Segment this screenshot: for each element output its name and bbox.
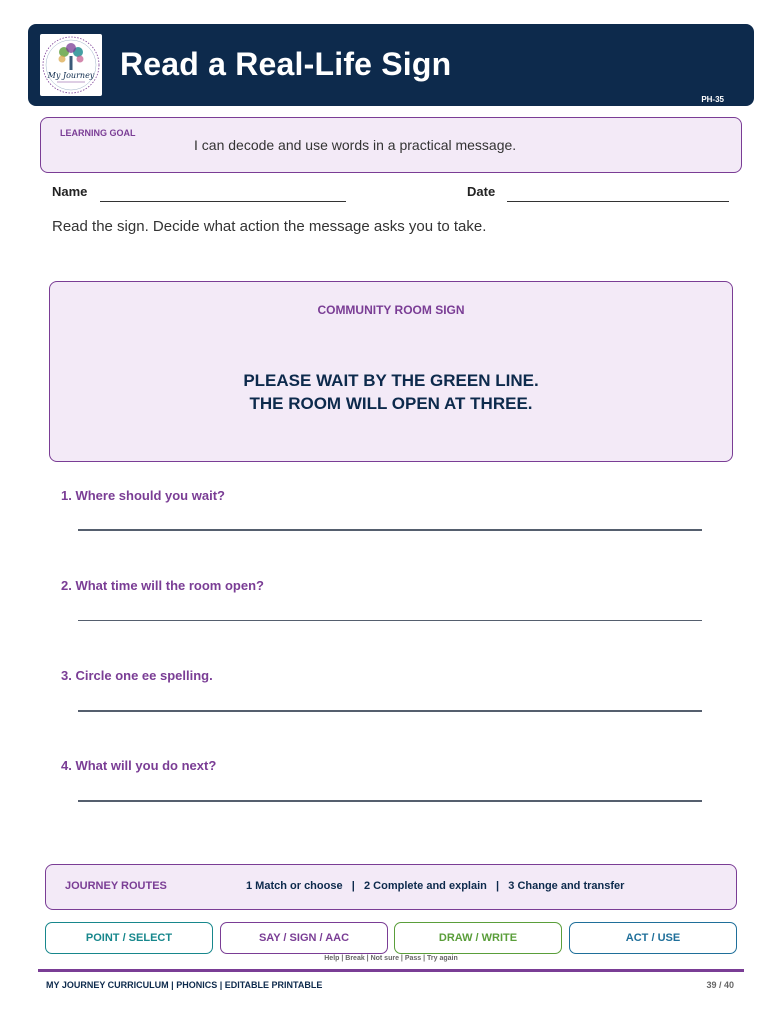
learning-goal-text: I can decode and use words in a practical message.	[194, 137, 517, 153]
svg-text:My Journey: My Journey	[47, 71, 95, 80]
question-3: 3. Circle one ee spelling.	[61, 668, 213, 683]
journey-routes-label: JOURNEY ROUTES	[65, 880, 167, 892]
help-options-text: Help | Break | Not sure | Pass | Try again	[324, 955, 458, 962]
sign-message-line-2: THE ROOM WILL OPEN AT THREE.	[249, 394, 533, 413]
page-title: Read a Real-Life Sign	[120, 46, 452, 82]
question-1: 1. Where should you wait?	[61, 488, 225, 503]
footer-curriculum-text: MY JOURNEY CURRICULUM | PHONICS | EDITABLE PRINTABLE	[46, 980, 323, 990]
page-number: 39 / 40	[706, 980, 734, 990]
journey-routes-box	[45, 864, 737, 910]
header-banner	[28, 24, 754, 106]
say-sign-aac-button[interactable]: SAY / SIGN / AAC	[220, 922, 388, 954]
my-journey-logo	[40, 34, 102, 96]
answer-line-1[interactable]	[78, 529, 702, 531]
journey-routes-text: 1 Match or choose | 2 Complete and explain | 3 Change and transfer	[246, 880, 625, 892]
question-4: 4. What will you do next?	[61, 758, 217, 773]
question-2: 2. What time will the room open?	[61, 578, 264, 593]
draw-write-button[interactable]: DRAW / WRITE	[394, 922, 562, 954]
act-use-button[interactable]: ACT / USE	[569, 922, 737, 954]
answer-line-2[interactable]	[78, 620, 702, 621]
footer-divider	[38, 969, 744, 972]
point-select-button[interactable]: POINT / SELECT	[45, 922, 213, 954]
name-label: Name	[52, 184, 88, 199]
answer-line-4[interactable]	[78, 800, 702, 802]
date-label: Date	[467, 184, 496, 199]
sign-message-line-1: PLEASE WAIT BY THE GREEN LINE.	[243, 371, 539, 390]
learning-goal-label: LEARNING GOAL	[60, 128, 136, 138]
sign-label: COMMUNITY ROOM SIGN	[317, 303, 465, 317]
name-field[interactable]	[100, 201, 346, 202]
date-field[interactable]	[507, 201, 729, 202]
answer-line-3[interactable]	[78, 710, 702, 712]
worksheet-code: PH-35	[701, 95, 724, 104]
learning-goal-box	[40, 117, 742, 173]
sign-card	[49, 281, 733, 462]
instruction-text: Read the sign. Decide what action the message asks you to take.	[52, 218, 487, 235]
